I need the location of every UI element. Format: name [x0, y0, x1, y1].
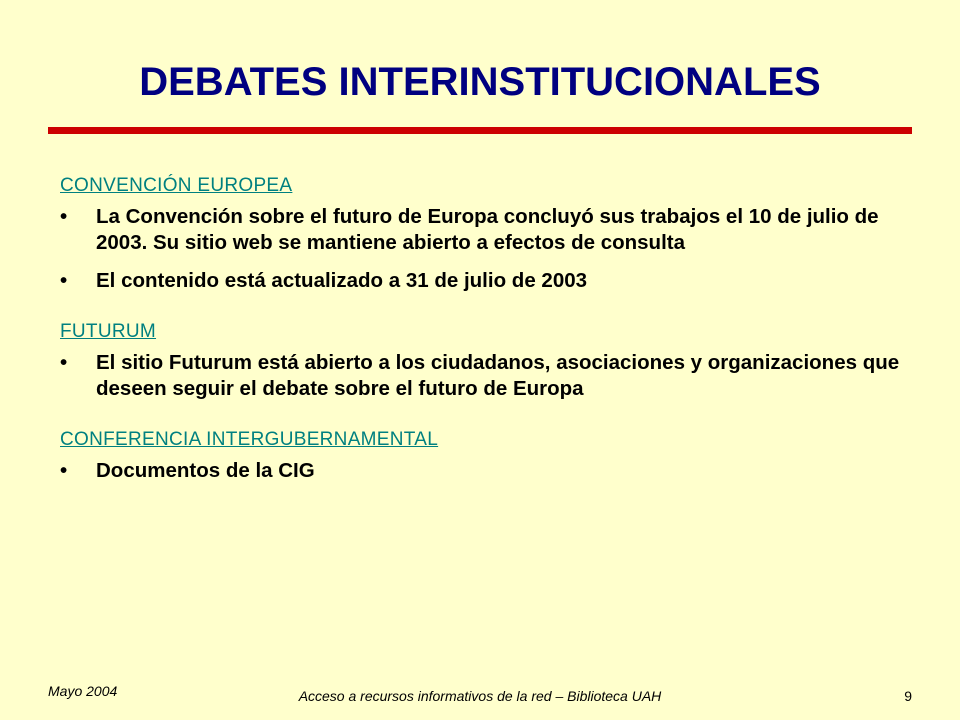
list-item — [60, 204, 920, 256]
list-item — [60, 350, 920, 402]
list-item — [60, 458, 920, 484]
footer-date: Mayo 2004 — [48, 683, 118, 699]
spacer — [60, 414, 920, 426]
conferencia-intergubernamental-link[interactable]: CONFERENCIA INTERGUBERNAMENTAL — [60, 429, 439, 450]
bullet-icon: • — [60, 269, 68, 292]
bullet-list — [60, 458, 920, 484]
spacer — [60, 306, 920, 318]
section-futurum — [60, 318, 920, 402]
bullet-text: El sitio Futurum está abierto a los ciudadanos, asociaciones y organizaciones que deseen seguir el debate sobre el futuro de Europa — [96, 351, 900, 400]
bullet-text: El contenido está actualizado a 31 de julio de 2003 — [96, 269, 588, 292]
list-item — [60, 268, 920, 294]
title-divider — [48, 127, 912, 134]
bullet-icon: • — [60, 205, 68, 228]
convencion-europea-link[interactable]: CONVENCIÓN EUROPEA — [60, 175, 293, 196]
slide-content — [60, 172, 920, 496]
bullet-text: La Convención sobre el futuro de Europa concluyó sus trabajos el 10 de julio de 2003. Su sitio web se mantiene abierto a efectos de consulta — [96, 205, 879, 254]
bullet-icon: • — [60, 459, 68, 482]
bullet-text: Documentos de la CIG — [96, 459, 315, 482]
page-number: 9 — [904, 688, 912, 704]
futurum-link[interactable]: FUTURUM — [60, 321, 157, 342]
section-convencion-europea — [60, 172, 920, 294]
bullet-list — [60, 204, 920, 294]
footer-caption: Acceso a recursos informativos de la red – Biblioteca UAH — [298, 688, 662, 704]
slide-title: DEBATES INTERINSTITUCIONALES — [139, 60, 821, 104]
bullet-icon: • — [60, 351, 68, 374]
section-conferencia-intergubernamental — [60, 426, 920, 484]
bullet-list — [60, 350, 920, 402]
